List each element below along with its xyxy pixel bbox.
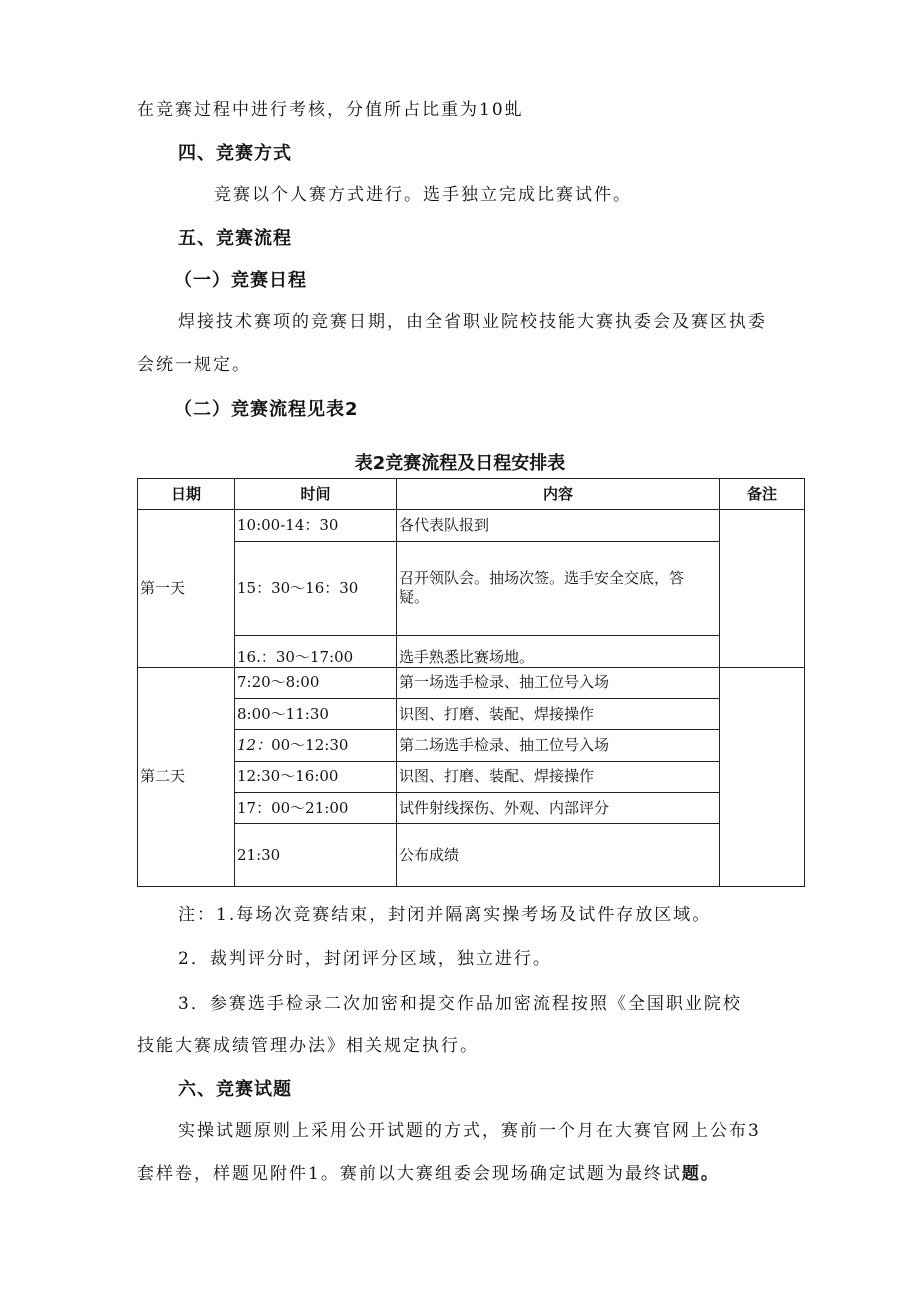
time-cell: 7:20～8:00 — [235, 667, 397, 698]
time-cell: 16.：30～17:00 — [235, 635, 397, 667]
table-row — [138, 510, 805, 541]
day1-label: 第一天 — [138, 510, 235, 668]
section-4-heading: 四、竞赛方式 — [178, 143, 292, 164]
content-cell: 选手熟悉比赛场地。 — [397, 635, 720, 667]
time-cell — [235, 730, 397, 761]
subsection-1-body-line2: 会统一规定。 — [137, 355, 251, 375]
note-2: 2．裁判评分时，封闭评分区域，独立进行。 — [178, 949, 552, 969]
note-3-line2: 技能大赛成绩管理办法》相关规定执行。 — [137, 1036, 479, 1056]
time-cell: 8:00～11:30 — [235, 699, 397, 730]
section-6-body-line2 — [137, 1163, 720, 1185]
section-4-body: 竞赛以个人赛方式进行。选手独立完成比赛试件。 — [214, 185, 632, 205]
note-3-line1: 3．参赛选手检录二次加密和提交作品加密流程按照《全国职业院校 — [178, 994, 742, 1014]
section-6-body-line2-bold: 题。 — [681, 1164, 720, 1184]
remark-cell-day1 — [720, 510, 805, 668]
day2-label: 第二天 — [138, 667, 235, 886]
note-1: 注：1.每场次竞赛结束，封闭并隔离实操考场及试件存放区域。 — [178, 905, 712, 925]
section-6-body-line1: 实操试题原则上采用公开试题的方式，赛前一个月在大赛官网上公布3 — [178, 1121, 761, 1141]
header-remark: 备注 — [720, 479, 805, 510]
table-row — [138, 635, 805, 667]
section-6-heading: 六、竞赛试题 — [178, 1079, 292, 1100]
schedule-table — [137, 478, 805, 887]
intro-line: 在竞赛过程中进行考核，分值所占比重为10虬 — [137, 100, 524, 120]
subsection-1-body-line1: 焊接技术赛项的竞赛日期，由全省职业院校技能大赛执委会及赛区执委 — [178, 312, 767, 332]
section-5-heading: 五、竞赛流程 — [178, 228, 292, 249]
content-cell: 召开领队会。抽场次签。选手安全交底，答疑。 — [397, 541, 720, 635]
header-date: 日期 — [138, 479, 235, 510]
time-cell: 15：30～16：30 — [235, 541, 397, 635]
content-cell: 第一场选手检录、抽工位号入场 — [397, 667, 720, 698]
subsection-2-heading: （二）竞赛流程见表2 — [174, 399, 359, 420]
content-cell: 第二场选手检录、抽工位号入场 — [397, 730, 720, 761]
table-row — [138, 824, 805, 887]
header-content: 内容 — [397, 479, 720, 510]
content-cell: 公布成绩 — [397, 824, 720, 887]
table-header-row — [138, 479, 805, 510]
table-row — [138, 699, 805, 730]
time-cell: 12:30～16:00 — [235, 761, 397, 792]
time-italic-part: 12： — [237, 736, 272, 755]
section-6-body-line2-text: 套样卷，样题见附件1。赛前以大赛组委会现场确定试题为最终试 — [137, 1164, 682, 1184]
table-caption: 表2竞赛流程及日程安排表 — [354, 453, 566, 474]
table-row — [138, 667, 805, 698]
table-row — [138, 730, 805, 761]
subsection-1-heading: （一）竞赛日程 — [174, 270, 307, 291]
time-cell: 21:30 — [235, 824, 397, 887]
time-cell: 17：00～21:00 — [235, 793, 397, 824]
header-time: 时间 — [235, 479, 397, 510]
table-row — [138, 541, 805, 635]
table-row — [138, 793, 805, 824]
remark-cell-day2 — [720, 667, 805, 886]
content-cell: 识图、打磨、装配、焊接操作 — [397, 761, 720, 792]
content-cell: 识图、打磨、装配、焊接操作 — [397, 699, 720, 730]
time-rest-part: 00～12:30 — [271, 736, 349, 755]
table-row — [138, 761, 805, 792]
content-cell: 试件射线探伤、外观、内部评分 — [397, 793, 720, 824]
time-cell: 10:00-14：30 — [235, 510, 397, 541]
content-cell: 各代表队报到 — [397, 510, 720, 541]
